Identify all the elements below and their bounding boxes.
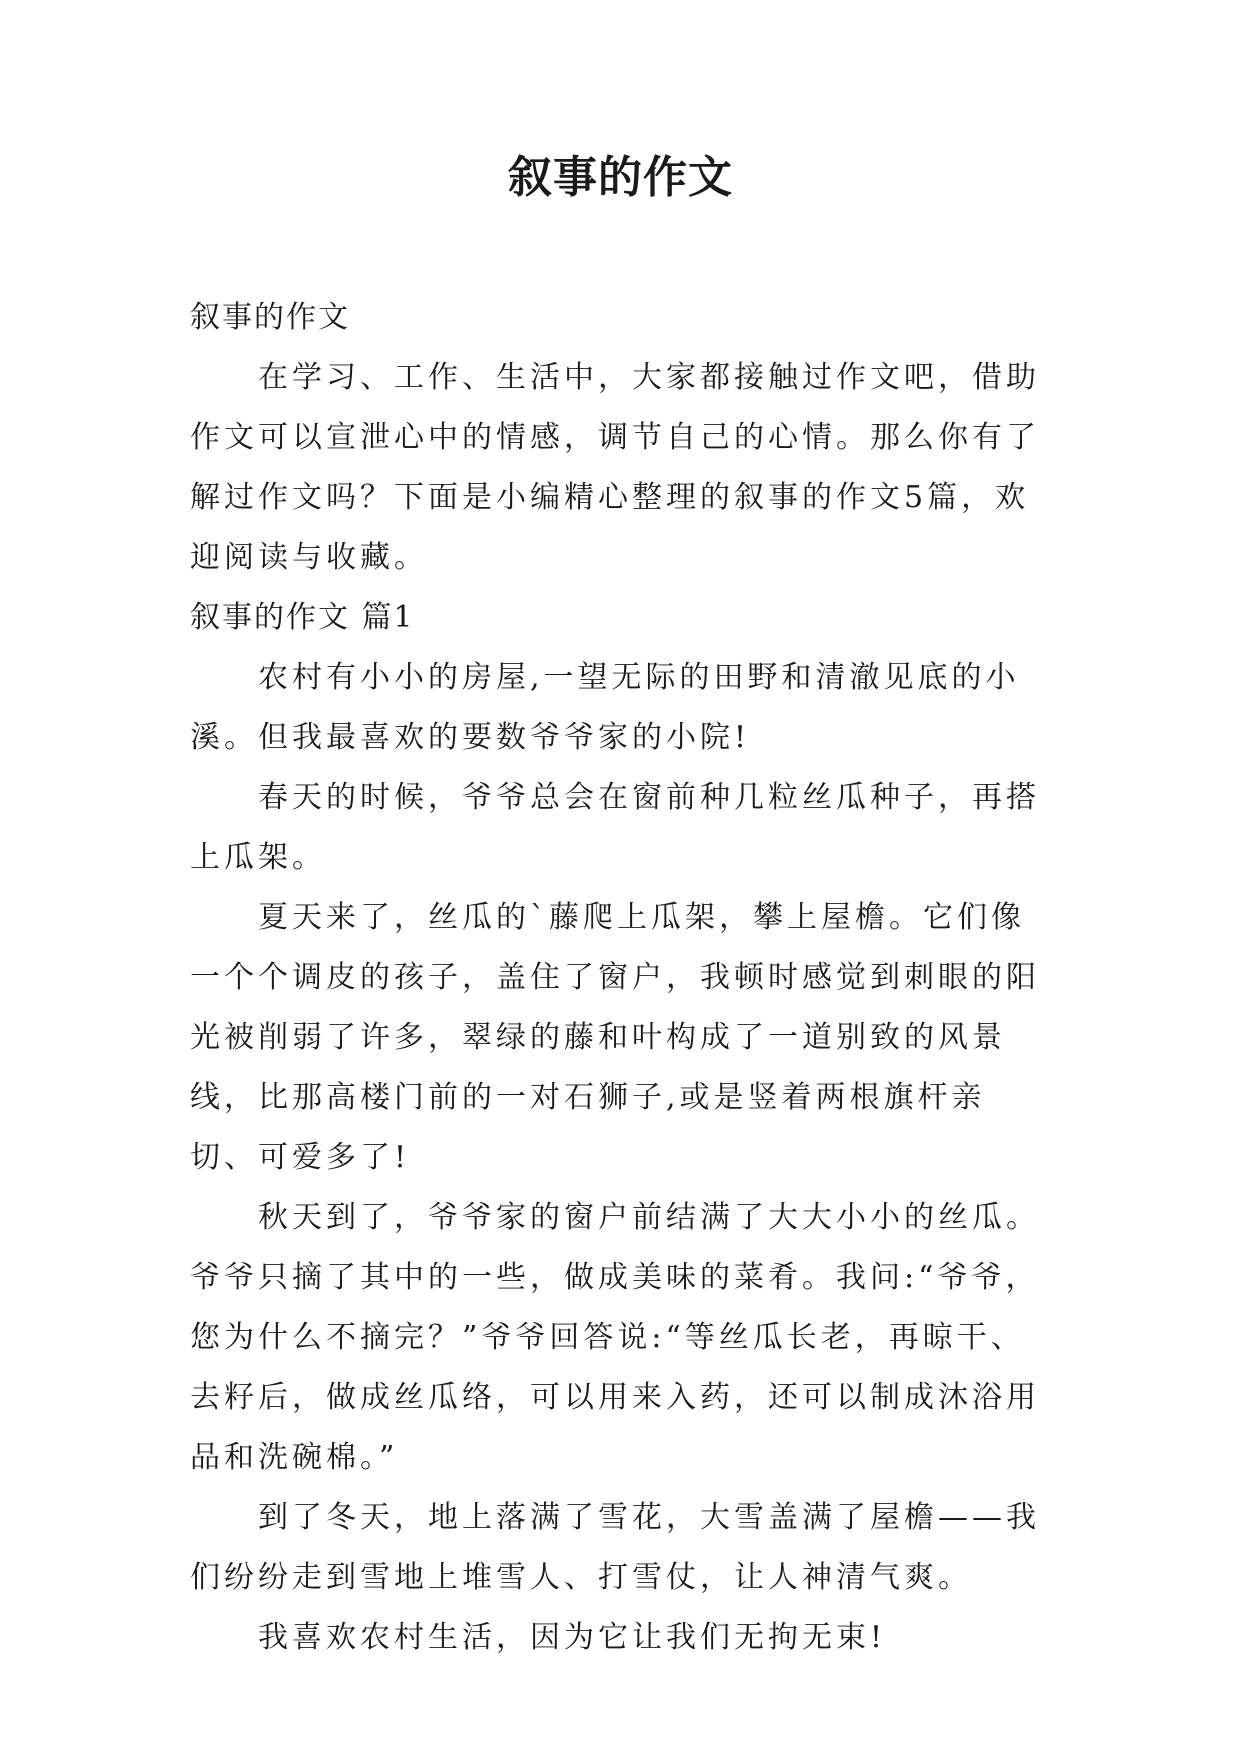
body-paragraph: 农村有小小的房屋,一望无际的田野和清澈见底的小溪。但我最喜欢的要数爷爷家的小院! [190, 660, 1020, 755]
document-title: 叙事的作文 [508, 152, 733, 203]
intro-paragraph: 在学习、工作、生活中，大家都接触过作文吧，借助作文可以宣泄心中的情感，调节自己的心情。那么你有了解过作文吗？下面是小编精心整理的叙事的作文5篇，欢迎阅读与收藏。 [190, 360, 1040, 575]
body-paragraph: 我喜欢农村生活，因为它让我们无拘无束! [258, 1620, 887, 1655]
body-paragraph: 秋天到了，爷爷家的窗户前结满了大大小小的丝瓜。爷爷只摘了其中的一些，做成美味的菜肴。我问:“爷爷，您为什么不摘完？”爷爷回答说:“等丝瓜长老，再晾干、去籽后，做成丝瓜络，可以用来入药，还可以制成沐浴用品和洗碗棉。” [190, 1200, 1040, 1475]
article-heading: 叙事的作文 [190, 300, 350, 335]
document-body [190, 288, 1050, 1668]
section-title: 叙事的作文 篇1 [190, 600, 415, 635]
body-paragraph: 春天的时候，爷爷总会在窗前种几粒丝瓜种子，再搭上瓜架。 [190, 780, 1040, 875]
body-paragraph: 夏天来了，丝瓜的`藤爬上瓜架，攀上屋檐。它们像一个个调皮的孩子，盖住了窗户，我顿时感觉到刺眼的阳光被削弱了许多，翠绿的藤和叶构成了一道别致的风景线，比那高楼门前的一对石狮子,或是竖着两根旗杆亲切、可爱多了! [190, 900, 1040, 1175]
body-paragraph: 到了冬天，地上落满了雪花，大雪盖满了屋檐——我们纷纷走到雪地上堆雪人、打雪仗，让人神清气爽。 [190, 1500, 1040, 1595]
